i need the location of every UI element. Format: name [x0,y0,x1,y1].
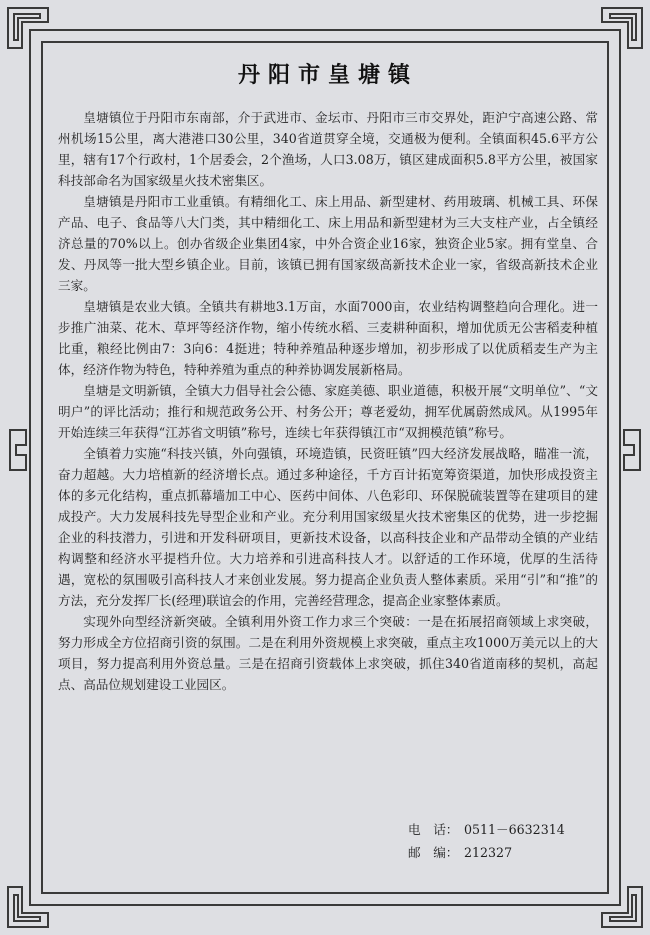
paragraph-industry: 皇塘镇是丹阳市工业重镇。有精细化工、床上用品、新型建材、药用玻璃、机械工具、环保产品、电子、食品等八大门类，其中精细化工、床上用品和新型建材为三大支柱产业，占全镇经济总量的70%以上。创办省级企业集团4家，中外合资企业16家，独资企业5家。拥有堂皇、合发、丹凤等一批大型乡镇企业。目前，该镇已拥有国家级高新技术企业一家，省级高新技术企业三家。 [58,194,598,293]
paragraph-agriculture: 皇塘镇是农业大镇。全镇共有耕地3.1万亩，水面7000亩，农业结构调整趋向合理化。进一步推广油菜、花木、草坪等经济作物，缩小传统水稻、三麦耕种面积，增加优质无公害稻麦种植比重，粮经比例由7：3向6：4挺进；特种养殖品种逐步增加，初步形成了以优质稻麦生产为主体，经济作物为特色，特种养殖为重点的种养协调发展新格局。 [58,299,598,377]
page-title: 丹阳市皇塘镇 [237,63,418,88]
phone-label: 电 话： [408,822,459,837]
paragraph-location: 皇塘镇位于丹阳市东南部，介于武进市、金坛市、丹阳市三市交界处，距沪宁高速公路、常州机场15公里，离大港港口30公里，340省道贯穿全境，交通极为便利。全镇面积45.6平方公里，辖有17个行政村，1个居委会，2个渔场，人口3.08万，镇区建成面积5.8平方公里，被国家科技部命名为国家级星火技术密集区。 [58,110,598,188]
contact-info [408,818,565,864]
postcode-label: 邮 编： [408,845,459,860]
paragraph-foreign-investment: 实现外向型经济新突破。全镇利用外资工作力求三个突破：一是在拓展招商领域上求突破，努力形成全方位招商引资的氛围。二是在利用外资规模上求突破，重点主攻1000万美元以上的大项目，努力提高利用外资总量。三是在招商引资载体上求突破，抓住340省道南移的契机，高起点、高品位规划建设工业园区。 [58,614,598,692]
postcode-row [408,841,565,864]
phone-number: 0511－6632314 [464,822,565,837]
paragraph-civilization: 皇塘是文明新镇，全镇大力倡导社会公德、家庭美德、职业道德，积极开展“文明单位”、“文明户”的评比活动；推行和规范政务公开、村务公开；尊老爱幼，拥军优属蔚然成风。从1995年开始连续三年获得“江苏省文明镇”称号，连续七年获得镇江市“双拥模范镇”称号。 [58,383,598,440]
phone-row [408,818,565,841]
postcode: 212327 [464,845,513,860]
article [58,58,598,695]
paragraph-strategy: 全镇着力实施“科技兴镇，外向强镇，环境造镇，民资旺镇”四大经济发展战略，瞄准一流，奋力超越。大力培植新的经济增长点。通过多种途径，千方百计拓宽筹资渠道，加快形成投资主体的多元化结构，重点抓幕墙加工中心、医药中间体、八色彩印、环保脱硫装置等在建项目的建成投产。大力发展科技先导型企业和产业。充分利用国家级星火技术密集区的优势，进一步挖掘企业的科技潜力，引进和开发科研项目，更新技术设备，以高科技企业和产品带动全镇的产业结构调整和经济水平提档升位。大力培养和引进高科技人才。以舒适的工作环境，优厚的生活待遇，宽松的氛围吸引高科技人才来创业发展。努力提高企业负责人整体素质。采用“引”和“推”的方法，充分发挥厂长(经理)联谊会的作用，完善经营理念，提高企业家整体素质。 [58,446,598,608]
